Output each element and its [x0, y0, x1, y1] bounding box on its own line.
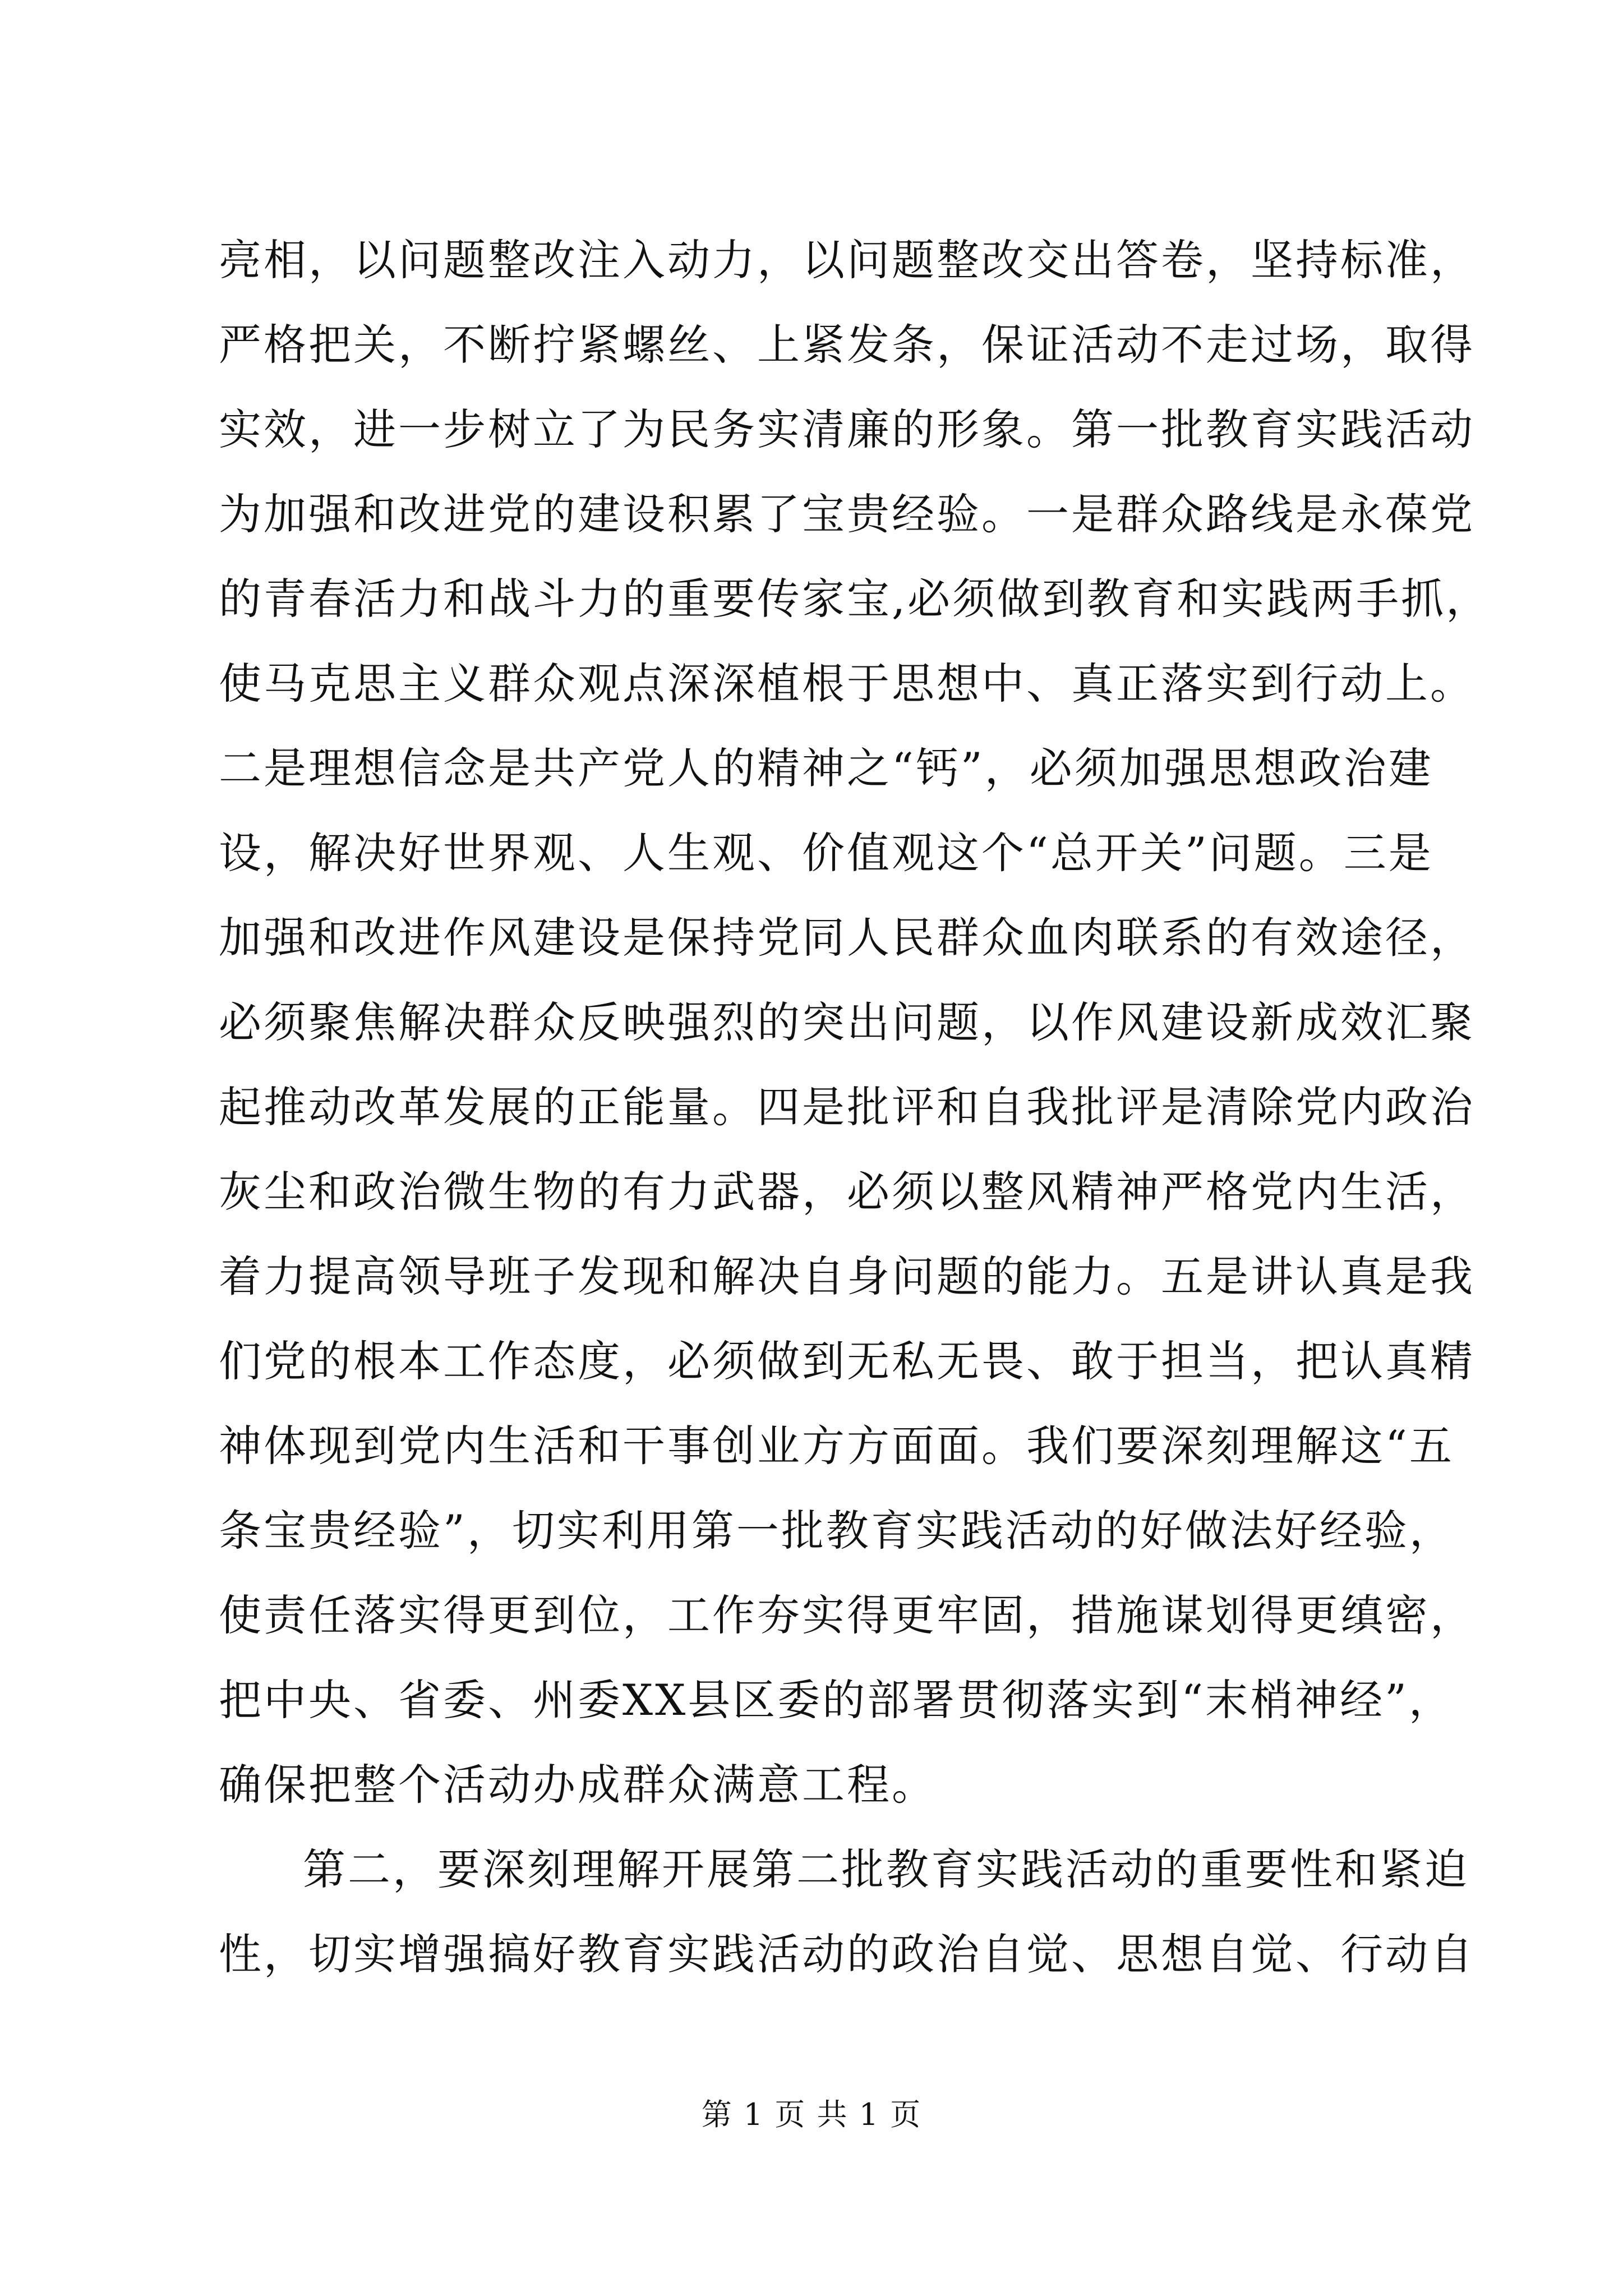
- text-line: 设，解决好世界观、人生观、价值观这个“总开关”问题。三是: [219, 828, 1433, 878]
- text-line: 们党的根本工作态度，必须做到无私无畏、敢于担当，把认真精: [219, 1336, 1475, 1386]
- text-line: 着力提高领导班子发现和解决自身问题的能力。五是讲认真是我: [219, 1251, 1475, 1301]
- text-line: 神体现到党内生活和干事创业方方面面。我们要深刻理解这“五: [219, 1421, 1454, 1471]
- text-line: 二是理想信念是共产党人的精神之“钙”，必须加强思想政治建: [219, 743, 1433, 793]
- text-line: 灰尘和政治微生物的有力武器，必须以整风精神严格党内生活，: [219, 1167, 1475, 1217]
- paragraph-1: [219, 218, 1491, 1827]
- text-line: 确保把整个活动办成群众满意工程。: [219, 1760, 937, 1810]
- page-number-label: 第 1 页 共 1 页: [701, 2097, 922, 2132]
- text-line: 必须聚焦解决群众反映强烈的突出问题，以作风建设新成效汇聚: [219, 997, 1475, 1047]
- text-line: 严格把关，不断拧紧螺丝、上紧发条，保证活动不走过场，取得: [219, 320, 1475, 370]
- text-line: 使马克思主义群众观点深深植根于思想中、真正落实到行动上。: [219, 659, 1475, 708]
- text-line: 第二，要深刻理解开展第二批教育实践活动的重要性和紧迫: [303, 1844, 1469, 1894]
- text-line: 条宝贵经验”，切实利用第一批教育实践活动的好做法好经验，: [219, 1506, 1454, 1556]
- text-line: 实效，进一步树立了为民务实清廉的形象。第一批教育实践活动: [219, 404, 1475, 454]
- page-footer: [0, 2092, 1623, 2137]
- text-line: 为加强和改进党的建设积累了宝贵经验。一是群众路线是永葆党: [219, 489, 1475, 539]
- text-line: 的青春活力和战斗力的重要传家宝,必须做到教育和实践两手抓，: [219, 574, 1491, 624]
- text-line: 起推动改革发展的正能量。四是批评和自我批评是清除党内政治: [219, 1082, 1475, 1132]
- text-line: 加强和改进作风建设是保持党同人民群众血肉联系的有效途径，: [219, 913, 1475, 963]
- text-line: 亮相，以问题整改注入动力，以问题整改交出答卷，坚持标准，: [219, 235, 1475, 285]
- text-line: 性，切实增强搞好教育实践活动的政治自觉、思想自觉、行动自: [219, 1929, 1475, 1979]
- text-line: 把中央、省委、州委XX县区委的部署贯彻落实到“末梢神经”，: [219, 1675, 1454, 1725]
- document-body: [219, 218, 1491, 1996]
- paragraph-2: [219, 1827, 1475, 1996]
- text-line: 使责任落实得更到位，工作夯实得更牢固，措施谋划得更缜密，: [219, 1590, 1475, 1640]
